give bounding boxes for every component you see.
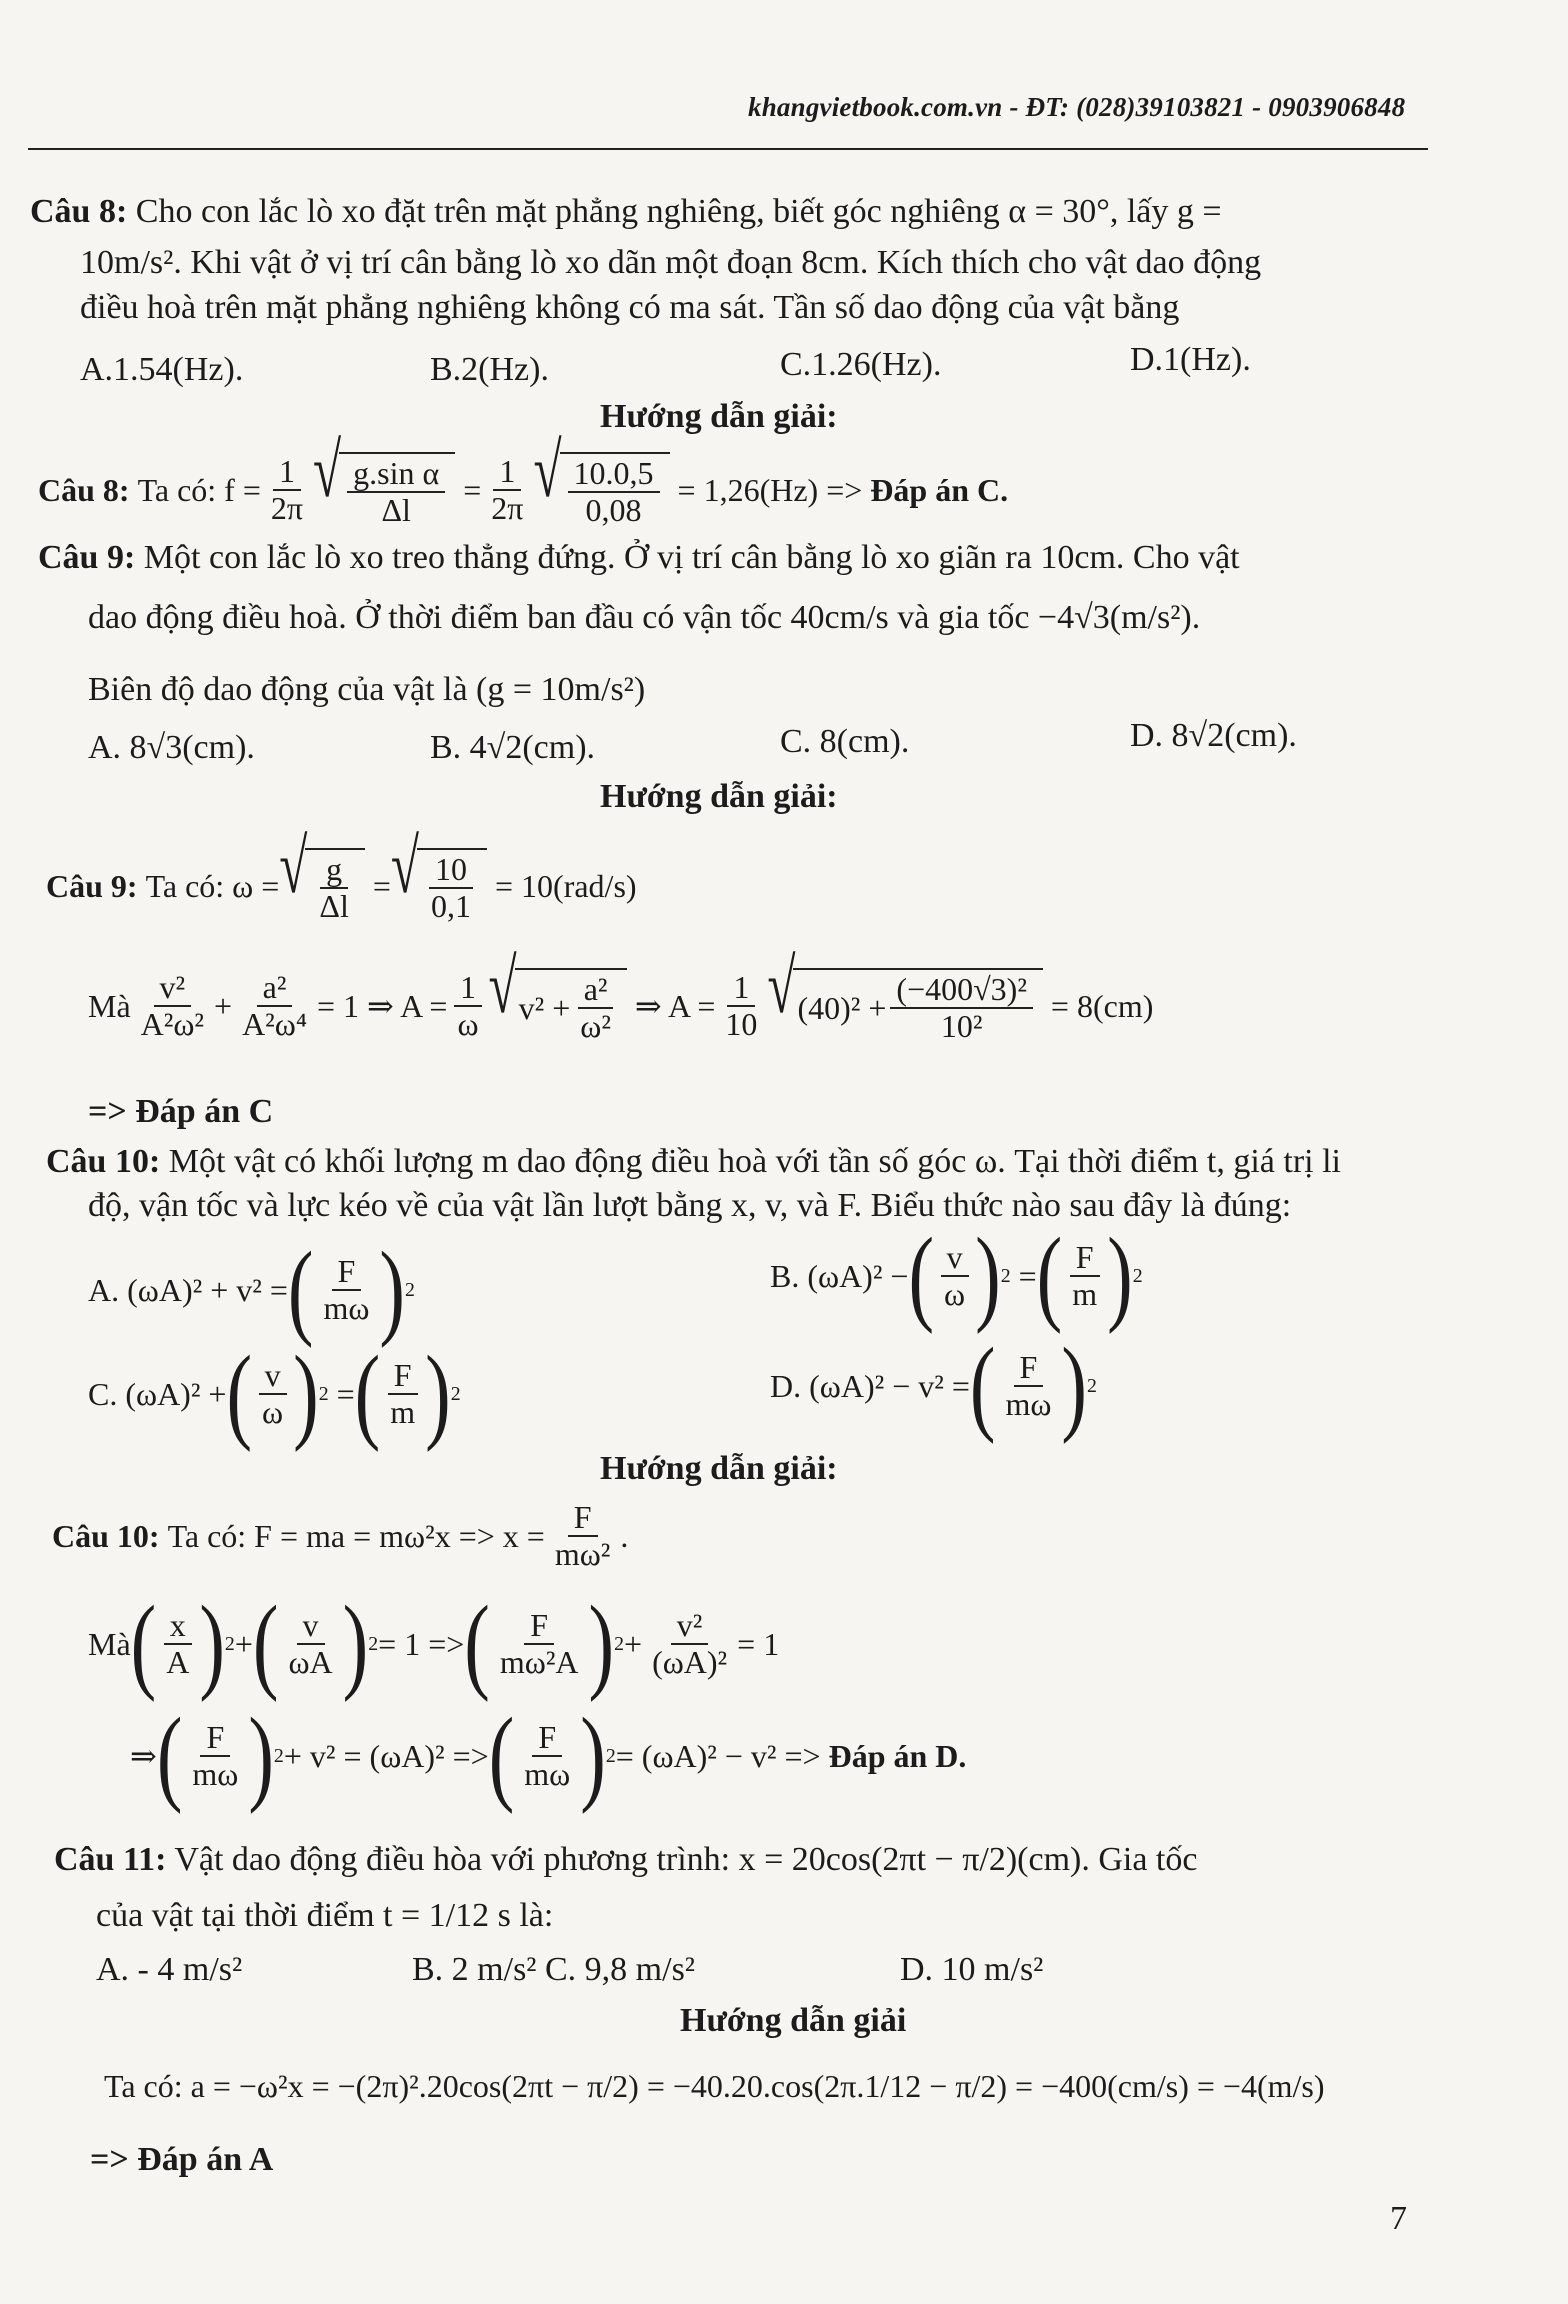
q10-answer: Đáp án D. [828, 1737, 967, 1774]
q9-line3: Biên độ dao động của vật là (g = 10m/s²) [88, 671, 646, 708]
q9-option-b: B. 4√2(cm). [430, 729, 596, 766]
q10-solution-3: ⇒ ( $\frac{F}{m\omega}$ ) 2 + v² = (ωA)² => ( $\frac{F}{m\omega}$ ) 2 = (ωA)² − v² => Đáp án D. [130, 1695, 967, 1815]
q11-option-a: A. - 4 m/s² [96, 1951, 243, 1988]
q11-text1: Vật dao động điều hòa với phương trình: x = 20cos(2πt − π/2)(cm). Gia tốc [174, 1841, 1198, 1878]
q8-sol-result: = 1,26(Hz) => [677, 471, 863, 508]
page-number: 7 [1390, 2200, 1407, 2237]
q10-option-c: C. (ωA)² + ( $\frac{v}{\omega}$ ) 2 = ( $\frac{F}{m}$ ) 2 [88, 1333, 461, 1453]
q10-label: Câu 10: [46, 1143, 161, 1180]
q10-sol-label: Câu 10: [52, 1517, 160, 1554]
q9-sol-pre: Ta có: ω = [145, 867, 280, 904]
q9-answer: => Đáp án C [88, 1093, 274, 1130]
q9-sol-result: = 10(rad/s) [494, 867, 637, 904]
q8-answer: Đáp án C. [870, 471, 1009, 508]
q8-sqrt-2: √ $\frac{10.0,5}{0,08}$ [533, 452, 669, 528]
q9-solution-2: Mà $\frac{\text{v²}}{\text{A²ω²}}$ + $\frac{\text{a²}}{\text{A²ω⁴}}$ = 1 ⇒ A = $\frac{1}{\omega}$ √ v² + $\frac{\text{a²}}{\text{ω²}}$ ⇒ A = $\frac{1}{10}$ √ (40)² + $\frac{\text{(−400√3)²}}{\text{10²}}$ = 8(cm) [88, 944, 1154, 1045]
q11-solution: Ta có: a = −ω²x = −(2π)².20cos(2πt − π/2) = −40.20.cos(2π.1/12 − π/2) = −400(cm/s) = −4(m/s) [104, 2068, 1325, 2104]
q8-option-b: B.2(Hz). [430, 351, 549, 388]
q10-line1 [46, 1142, 1341, 1182]
q10-option-d: D. (ωA)² − v² = ( $\frac{F}{m\omega}$ ) 2 [770, 1325, 1097, 1445]
q11-label: Câu 11: [54, 1841, 167, 1878]
q9-frac-1-10: $\frac{1}{10}$ [725, 969, 758, 1043]
q9-text1: Một con lắc lò xo treo thẳng đứng. Ở vị trí cân bằng lò xo giãn ra 10cm. Cho vật [143, 539, 1240, 576]
q9-option-d: D. 8√2(cm). [1130, 717, 1297, 754]
q8-frac-1-2pi-b: $\frac{1}{2\pi}$ [491, 453, 524, 527]
q8-frac-1-2pi: $\frac{1}{2\pi}$ [270, 453, 304, 527]
q10-solution-2: Mà ( $\frac{x}{A}$ ) 2 + ( $\frac{v}{\omega A}$ ) 2 = 1 => ( $\frac{F}{\text{mω²A}}$ ) 2 + $\frac{\text{v²}}{\text{(ωA)²}}$ = 1 [88, 1583, 780, 1703]
q8-text1: Cho con lắc lò xo đặt trên mặt phẳng nghiêng, biết góc nghiêng α = 30°, lấy g = [135, 193, 1222, 230]
q9-line2: dao động điều hoà. Ở thời điểm ban đầu có vận tốc 40cm/s và gia tốc −4√3(m/s²). [88, 599, 1201, 636]
header-rule [28, 148, 1428, 150]
q10-line2: độ, vận tốc và lực kéo về của vật lần lượt bằng x, v, và F. Biểu thức nào sau đây là đúng: [88, 1187, 1292, 1224]
q10-solution-1: Câu 10: Ta có: F = ma = mω²x => x = $\frac{F}{\text{mω²}}$ . [52, 1499, 629, 1573]
q9-sqrt-10-01: √ $\frac{10}{0,1}$ [391, 848, 487, 924]
q9-eq1: = 1 ⇒ A = [316, 988, 448, 1025]
q8-line3: điều hoà trên mặt phẳng nghiêng không có ma sát. Tần số dao động của vật bằng [80, 289, 1180, 326]
q9-guide-heading: Hướng dẫn giải: [600, 778, 838, 815]
q9-res: = 8(cm) [1050, 987, 1154, 1024]
q9-sol-label: Câu 9: [46, 867, 138, 904]
q8-line1 [30, 192, 1222, 232]
q8-option-c: C.1.26(Hz). [780, 346, 942, 383]
q8-option-d: D.1(Hz). [1130, 341, 1251, 378]
q9-option-c: C. 8(cm). [780, 723, 910, 760]
q9-ma: Mà [88, 987, 131, 1024]
q8-option-a: A.1.54(Hz). [80, 351, 244, 388]
q10-text1: Một vật có khối lượng m dao động điều hoà với tần số góc ω. Tại thời điểm t, giá trị li [168, 1143, 1341, 1180]
q10-guide-heading: Hướng dẫn giải: [600, 1450, 838, 1487]
q9-frac-a2: $\frac{\text{a²}}{\text{A²ω⁴}}$ [242, 969, 307, 1043]
q11-option-d: D. 10 m/s² [900, 1951, 1044, 1988]
q8-label: Câu 8: [30, 193, 128, 230]
q9-line1 [38, 538, 1240, 578]
q9-option-a: A. 8√3(cm). [88, 729, 255, 766]
q9-sqrt-a: √ v² + $\frac{\text{a²}}{\text{ω²}}$ [489, 968, 627, 1044]
q9-frac-1w: $\frac{1}{\omega}$ [451, 970, 484, 1042]
q9-imp: ⇒ A = [634, 988, 716, 1025]
q11-option-bc: B. 2 m/s² C. 9,8 m/s² [412, 1951, 695, 1988]
q8-line2: 10m/s². Khi vật ở vị trí cân bằng lò xo dãn một đoạn 8cm. Kích thích cho vật dao động [80, 244, 1262, 281]
q8-guide-heading: Hướng dẫn giải: [600, 398, 838, 435]
q9-sqrt-big: √ (40)² + $\frac{\text{(−400√3)²}}{\text{10²}}$ [767, 968, 1043, 1044]
q8-sol-label: Câu 8: [38, 471, 130, 508]
q8-sol-pre: Ta có: [137, 471, 217, 508]
q10-option-b: B. (ωA)² − ( $\frac{v}{\omega}$ ) 2 = ( $\frac{F}{m}$ ) 2 [770, 1215, 1143, 1335]
page-header: khangvietbook.com.vn - ĐT: (028)39103821 - 0903906848 [748, 92, 1406, 122]
q11-line1 [54, 1840, 1197, 1880]
q10-option-a: A. (ωA)² + v² = ( $\frac{F}{m\omega}$ ) 2 [88, 1229, 415, 1349]
q9-label: Câu 9: [38, 539, 136, 576]
q9-solution-1: Câu 9: Ta có: ω = √ $\frac{g}{\Delta l}$ = √ $\frac{10}{0,1}$ = 10(rad/s) [46, 824, 637, 925]
q8-solution: Câu 8: Ta có: f = $\frac{1}{2\pi}$ √ $\frac{\text{g.sin α}}{\Delta l}$ = $\frac{1}{2\pi}$ √ $\frac{10.0,5}{0,08}$ = 1,26(Hz) => Đáp án C. [38, 428, 1009, 529]
q11-line2: của vật tại thời điểm t = 1/12 s là: [96, 1897, 554, 1934]
q11-guide-heading: Hướng dẫn giải [680, 2002, 907, 2039]
q8-sol-f: f = [224, 471, 261, 508]
q11-answer: => Đáp án A [90, 2141, 274, 2178]
q9-frac-v2: $\frac{\text{v²}}{\text{A²ω²}}$ [140, 969, 205, 1043]
q9-sqrt-g-dl: √ $\frac{g}{\Delta l}$ [279, 848, 365, 924]
q8-sqrt-1: √ $\frac{\text{g.sin α}}{\Delta l}$ [313, 452, 455, 528]
